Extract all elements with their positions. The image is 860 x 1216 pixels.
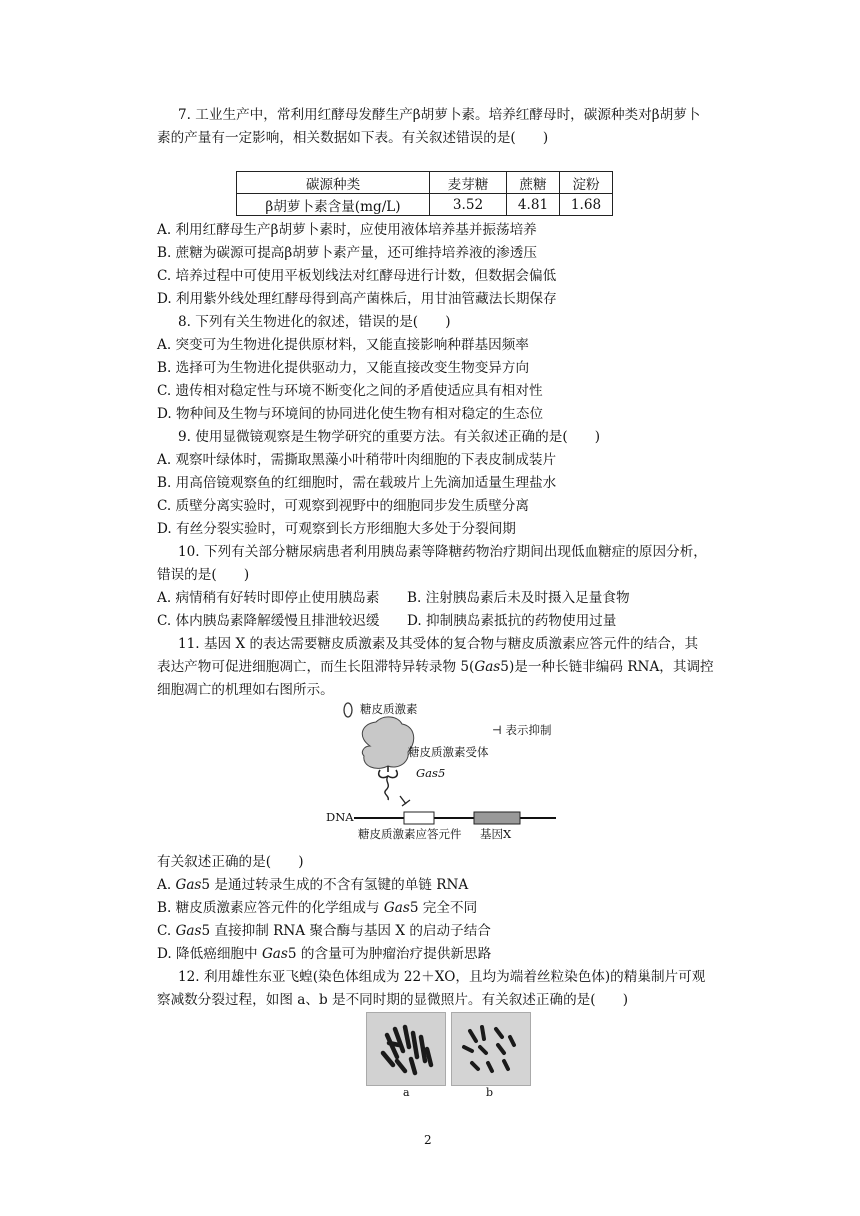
diagram-graphic — [318, 696, 578, 846]
q7-stem-line1: 7. 工业生产中，常利用红酵母发酵生产β胡萝卜素。培养红酵母时，碳源种类对β胡萝卜 — [178, 107, 701, 123]
gas5-mechanism-diagram — [318, 696, 578, 846]
q8-option-c: C. 遗传相对稳定性与环境不断变化之间的矛盾使适应具有相对性 — [157, 383, 543, 399]
micrograph-b-caption: b — [486, 1086, 494, 1099]
q11-option-c: C. Gas5 直接抑制 RNA 聚合酶与基因 X 的启动子结合 — [157, 923, 491, 939]
table-cell: 4.81 — [507, 194, 560, 216]
table-cell: β胡萝卜素含量(mg/L) — [237, 194, 430, 216]
table-cell: 1.68 — [560, 194, 613, 216]
q10-stem-line2: 错误的是( ) — [157, 567, 250, 583]
q10-option-c: C. 体内胰岛素降解缓慢且排泄较迟缓 — [157, 613, 380, 629]
q9-option-b: B. 用高倍镜观察鱼的红细胞时，需在载玻片上先滴加适量生理盐水 — [157, 475, 557, 491]
q7-stem-line2: 素的产量有一定影响，相关数据如下表。有关叙述错误的是( ) — [157, 130, 549, 146]
q8-option-b: B. 选择可为生物进化提供驱动力，又能直接改变生物变异方向 — [157, 360, 530, 376]
inhibit-line — [400, 796, 406, 804]
carbon-source-table — [236, 171, 613, 216]
q8-option-a: A. 突变可为生物进化提供原材料，又能直接影响种群基因频率 — [157, 337, 529, 353]
q11-question: 有关叙述正确的是( ) — [157, 854, 304, 870]
q10-option-a: A. 病情稍有好转时即停止使用胰岛素 — [157, 590, 380, 606]
hormone-label: 糖皮质激素 — [360, 702, 418, 716]
chromosome-image-a — [367, 1013, 445, 1085]
q7-option-b: B. 蔗糖为碳源可提高β胡萝卜素产量，还可维持培养液的渗透压 — [157, 245, 537, 261]
receptor-label: 糖皮质激素受体 — [408, 745, 489, 759]
q9-option-d: D. 有丝分裂实验时，可观察到长方形细胞大多处于分裂间期 — [157, 521, 516, 537]
q8-stem: 8. 下列有关生物进化的叙述，错误的是( ) — [178, 314, 451, 330]
q10-options-row1 — [157, 587, 742, 610]
gene-x-box — [474, 812, 520, 824]
q11-stem-line1: 11. 基因 X 的表达需要糖皮质激素及其受体的复合物与糖皮质激素应答元件的结合，其 — [178, 636, 699, 652]
q10-option-b: B. 注射胰岛素后未及时摄入足量食物 — [407, 590, 630, 606]
micrograph-b — [451, 1012, 531, 1086]
q12-stem-line1: 12. 利用雄性东亚飞蝗(染色体组成为 22＋XO，且均为端着丝粒染色体)的精巢制片可观 — [178, 969, 706, 985]
gas5-label: Gas5 — [416, 766, 446, 780]
q10-stem-line1: 10. 下列有关部分糖尿病患者利用胰岛素等降糖药物治疗期间出现低血糖症的原因分析， — [178, 544, 707, 560]
gas5-rna-strand — [385, 776, 388, 800]
table-header-cell: 蔗糖 — [507, 172, 560, 194]
q12-stem-line2: 察减数分裂过程，如图 a、b 是不同时期的显微照片。有关叙述正确的是( ) — [157, 992, 629, 1008]
chromosome-image-b — [452, 1013, 530, 1085]
table-header-cell: 淀粉 — [560, 172, 613, 194]
hormone-particle — [344, 703, 352, 717]
dna-label: DNA — [326, 810, 354, 824]
q11-option-d: D. 降低癌细胞中 Gas5 的含量可为肿瘤治疗提供新思路 — [157, 946, 492, 962]
q11-stem-line3: 细胞凋亡的机理如右图所示。 — [157, 682, 334, 698]
q10-option-d: D. 抑制胰岛素抵抗的药物使用过量 — [407, 613, 617, 629]
table-header-cell: 麦芽糖 — [430, 172, 507, 194]
q9-option-c: C. 质壁分离实验时，可观察到视野中的细胞同步发生质壁分离 — [157, 498, 529, 514]
response-element-label: 糖皮质激素应答元件 — [358, 827, 462, 841]
q11-stem-line2: 表达产物可促进细胞凋亡，而生长阻滞特异转录物 5(Gas5)是一种长链非编码 RNA，其调控 — [157, 659, 714, 675]
q7-option-c: C. 培养过程中可使用平板划线法对红酵母进行计数，但数据会偏低 — [157, 268, 557, 284]
q7-option-a: A. 利用红酵母生产β胡萝卜素时，应使用液体培养基并振荡培养 — [157, 222, 537, 238]
q9-option-a: A. 观察叶绿体时，需撕取黑藻小叶稍带叶肉细胞的下表皮制成装片 — [157, 452, 557, 468]
q10-options-row2 — [157, 610, 742, 633]
q11-option-b: B. 糖皮质激素应答元件的化学组成与 Gas5 完全不同 — [157, 900, 478, 916]
response-element-box — [404, 812, 434, 824]
gene-x-label: 基因X — [480, 827, 512, 841]
inhibit-legend: ⊣ 表示抑制 — [492, 723, 552, 737]
micrograph-a — [366, 1012, 446, 1086]
micrograph-a-caption: a — [403, 1086, 410, 1099]
q7-option-d: D. 利用紫外线处理红酵母得到高产菌株后，用甘油管藏法长期保存 — [157, 291, 557, 307]
q8-option-d: D. 物种间及生物与环境间的协同进化使生物有相对稳定的生态位 — [157, 406, 544, 422]
receptor-shape — [362, 717, 413, 768]
table-header-cell: 碳源种类 — [237, 172, 430, 194]
page-number: 2 — [424, 1133, 432, 1147]
q9-stem: 9. 使用显微镜观察是生物学研究的重要方法。有关叙述正确的是( ) — [178, 429, 601, 445]
table-row — [237, 194, 613, 216]
table-cell: 3.52 — [430, 194, 507, 216]
table-header-row — [237, 172, 613, 194]
q11-option-a: A. Gas5 是通过转录生成的不含有氢键的单链 RNA — [157, 877, 469, 893]
